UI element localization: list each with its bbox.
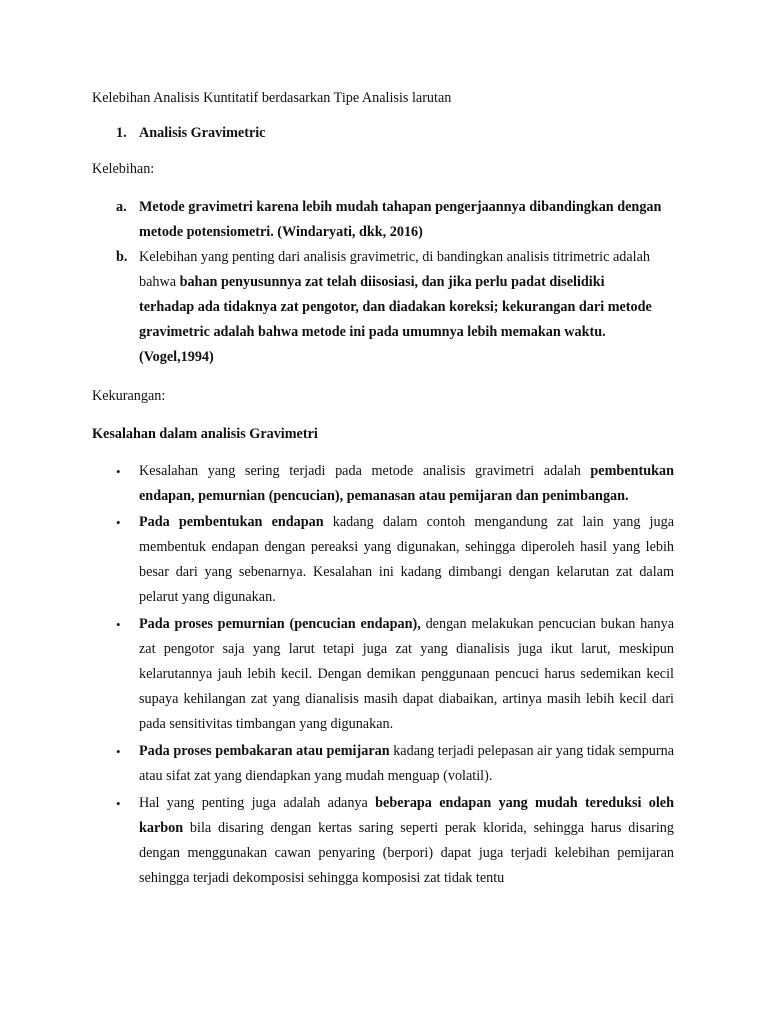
bullet-text: Pada pembentukan endapan kadang dalam contoh mengandung zat lain yang juga membentuk endapan dengan pereaksi yang digunakan, sehingga diperoleh hasil yang lebih besar dari yang sebenarnya. Kesalahan ini kadang dimbangi dengan kelarutan zat dalam pelarut yang digunakan. [139,514,674,605]
bullet-icon: • [116,796,121,811]
section-heading-text: Analisis Gravimetric [139,125,266,141]
bullet-item-1 [92,459,674,509]
kekurangan-label: Kekurangan: [92,388,166,404]
bullet-text: Hal yang penting juga adalah adanya beberapa endapan yang mudah tereduksi oleh karbon bila disaring dengan kertas saring seperti perak klorida, sehingga harus disaring dengan menggunakan cawan penyaring (berpori) dapat juga terjadi kelebihan pemijaran sehingga terjadi dekomposisi sehingga komposisi zat tidak tentu [139,795,674,886]
list-marker: b. [116,249,128,265]
bullet-icon: • [116,515,121,530]
bullet-text: Pada proses pemurnian (pencucian endapan), dengan melakukan pencucian bukan hanya zat pengotor saja yang larut tetapi juga zat yang dianalisis juga ikut larut, meskipun kelarutannya jauh lebih kecil. Dengan demikan penggunaan pencuci harus sedemikan kecil supaya kehilangan zat yang dianalisis masih dapat diabaikan, artinya masih lebih kecil dari pada sensitivitas timbangan yang digunakan. [139,616,674,732]
kelebihan-item-b [92,245,674,370]
list-item-text: Metode gravimetri karena lebih mudah tahapan pengerjaannya dibandingkan dengan metode potensiometri. (Windaryati, dkk, 2016) [139,199,662,240]
kelebihan-item-a [92,195,674,245]
bullet-item-4 [92,739,674,789]
kelebihan-label: Kelebihan: [92,161,155,177]
bullet-text: Pada proses pembakaran atau pemijaran kadang terjadi pelepasan air yang tidak sempurna atau sifat zat yang diendapkan yang mudah menguap (volatil). [139,743,674,784]
section-number: 1. [116,125,127,141]
list-item-text [139,245,660,370]
bullet-item-3 [92,612,674,737]
bullet-text: Kesalahan yang sering terjadi pada metode analisis gravimetri adalah pembentukan endapan, pemurnian (pencucian), pemanasan atau pemijaran dan penimbangan. [139,463,674,504]
list-item-text-regular: Kelebihan yang penting dari analisis gravimetric, di bandingkan analisis titrimetric adalah bahwa [139,249,650,290]
bullet-icon: • [116,464,121,479]
bullet-icon: • [116,744,121,759]
document-title: Kelebihan Analisis Kuntitatif berdasarkan Tipe Analisis larutan [92,90,452,106]
list-item-text-bold: bahan penyusunnya zat telah diisosiasi, dan jika perlu padat diselidiki terhadap ada tidaknya zat pengotor, dan diadakan koreksi; kekurangan dari metode gravimetric adalah bahwa metode ini pada umumnya lebih memakan waktu. (Vogel,1994) [139,274,652,365]
kesalahan-heading: Kesalahan dalam analisis Gravimetri [92,426,318,442]
bullet-item-5 [92,791,674,891]
bullet-icon: • [116,617,121,632]
list-marker: a. [116,199,127,215]
bullet-item-2 [92,510,674,610]
